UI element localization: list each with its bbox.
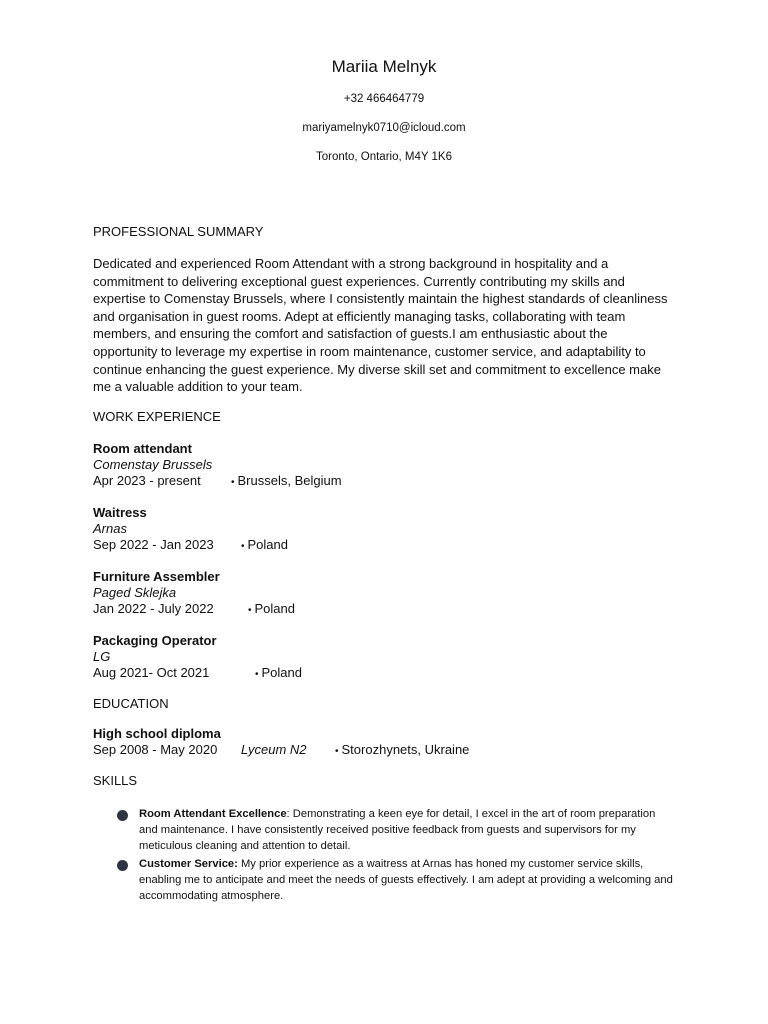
work-experience-heading: WORK EXPERIENCE xyxy=(93,409,221,424)
job-location xyxy=(231,473,342,491)
education-location xyxy=(335,742,469,760)
job-entry xyxy=(93,569,693,617)
skills-list xyxy=(117,806,677,906)
bullet-dot-icon xyxy=(117,860,128,871)
job-location-text: Brussels, Belgium xyxy=(237,473,342,488)
education-entry xyxy=(93,726,693,758)
job-title: Packaging Operator xyxy=(93,633,217,648)
education-school: Lyceum N2 xyxy=(241,742,307,757)
skill-item xyxy=(117,806,677,854)
education-dates: Sep 2008 - May 2020 xyxy=(93,742,218,757)
job-entry xyxy=(93,505,693,553)
bullet-icon: • xyxy=(255,669,259,680)
bullet-dot-icon xyxy=(117,810,128,821)
skills-heading: SKILLS xyxy=(93,773,138,788)
job-title: Room attendant xyxy=(93,441,192,456)
job-location xyxy=(241,537,288,555)
skill-label: Customer Service: xyxy=(139,858,238,870)
education-heading: EDUCATION xyxy=(93,696,169,711)
job-location-text: Poland xyxy=(247,537,288,552)
summary-heading: PROFESSIONAL SUMMARY xyxy=(93,224,264,239)
job-meta xyxy=(93,665,693,681)
skill-item xyxy=(117,856,677,904)
job-title: Furniture Assembler xyxy=(93,569,220,584)
education-title: High school diploma xyxy=(93,726,221,741)
summary-text: Dedicated and experienced Room Attendant with a strong background in hospitality and a commitment to delivering exceptional guest experiences. Currently contributing my skills and expertise to Comenstay Brussels, where I consistently maintain the highest standards of cleanliness and organisation in guest rooms. Adept at efficiently managing tasks, collaborating with team members, and ensuring the comfort and satisfaction of guests.I am enthusiastic about the opportunity to leverage my expertise in room maintenance, customer service, and adaptability to continue enhancing the guest experience. My diverse skill set and commitment to excellence make me a valuable addition to your team. xyxy=(93,256,668,395)
email-address: mariyamelnyk0710@icloud.com xyxy=(302,122,466,134)
job-dates: Sep 2022 - Jan 2023 xyxy=(93,537,214,552)
skill-label: Room Attendant Excellence xyxy=(139,808,287,820)
skill-description: : Demonstrating a keen eye for detail, I excel in the art of room preparation and maintenance. I have consistently received positive feedback from guests and supervisors for my meticulous cleaning and attention to detail. xyxy=(139,808,656,852)
education-location-text: Storozhynets, Ukraine xyxy=(341,742,470,757)
candidate-name: Mariia Melnyk xyxy=(331,57,437,76)
job-entry xyxy=(93,633,693,681)
job-title: Waitress xyxy=(93,505,147,520)
job-employer: LG xyxy=(93,649,111,664)
job-dates: Apr 2023 - present xyxy=(93,473,201,488)
job-location-text: Poland xyxy=(254,601,295,616)
job-employer: Paged Sklejka xyxy=(93,585,177,600)
phone-number: +32 466464779 xyxy=(343,93,425,105)
job-employer: Arnas xyxy=(93,521,127,536)
skill-description: My prior experience as a waitress at Arnas has honed my customer service skills, enabling me to anticipate and meet the needs of guests effectively. I am adept at providing a welcoming and accommodating atmosphere. xyxy=(139,858,673,902)
job-meta xyxy=(93,601,693,617)
bullet-icon: • xyxy=(231,477,235,488)
education-meta xyxy=(93,742,693,758)
job-dates: Jan 2022 - July 2022 xyxy=(93,601,214,616)
job-meta xyxy=(93,537,693,553)
bullet-icon: • xyxy=(241,541,245,552)
job-location-text: Poland xyxy=(261,665,302,680)
bullet-icon: • xyxy=(248,605,252,616)
job-dates: Aug 2021- Oct 2021 xyxy=(93,665,210,680)
job-employer: Comenstay Brussels xyxy=(93,457,213,472)
job-location xyxy=(248,601,295,619)
home-location: Toronto, Ontario, M4Y 1K6 xyxy=(316,151,452,163)
job-location xyxy=(255,665,302,683)
job-entry xyxy=(93,441,693,489)
job-meta xyxy=(93,473,693,489)
bullet-icon: • xyxy=(335,746,339,757)
